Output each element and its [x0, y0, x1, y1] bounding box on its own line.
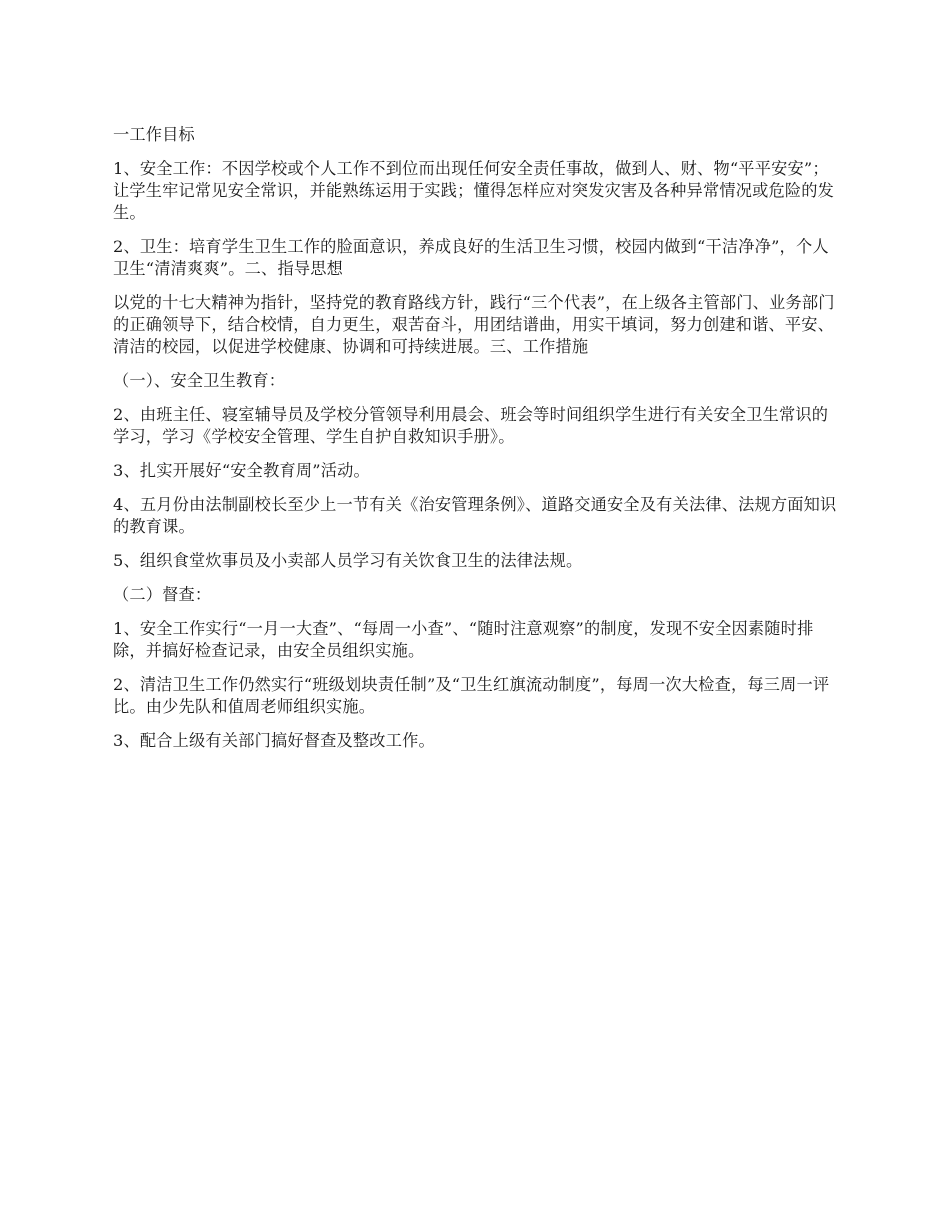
- paragraph-education-2: 2、由班主任、寝室辅导员及学校分管领导利用晨会、班会等时间组织学生进行有关安全卫生常识的学习，学习《学校安全管理、学生自护自救知识手册》。: [113, 405, 829, 446]
- subsection-heading-education: （一）、安全卫生教育：: [113, 371, 286, 390]
- paragraph-education-3: 3、扎实开展好“安全教育周”活动。: [113, 461, 370, 480]
- paragraph-education-4: 4、五月份由法制副校长至少上一节有关《治安管理条例》、道路交通安全及有关法律、法规方面知识的教育课。: [113, 495, 837, 536]
- paragraph-education-5: 5、组织食堂炊事员及小卖部人员学习有关饮食卫生的法律法规。: [113, 551, 583, 570]
- document-body: [113, 124, 840, 764]
- subsection-heading-inspection: （二）督查：: [113, 585, 212, 604]
- section-heading-work-goals: 一工作目标: [113, 125, 195, 144]
- paragraph-safety-work: 1、安全工作：不因学校或个人工作不到位而出现任何安全责任事故，做到人、财、物“平平安安”；让学生牢记常见安全常识，并能熟练运用于实践；懂得怎样应对突发灾害及各种异常情况或危险的发生。: [113, 159, 835, 222]
- paragraph-guiding-thought: 以党的十七大精神为指针，坚持党的教育路线方针，践行“三个代表”，在上级各主管部门、业务部门的正确领导下，结合校情，自力更生，艰苦奋斗，用团结谱曲，用实干填词，努力创建和谐、平安、清洁的校园，以促进学校健康、协调和可持续进展。三、工作措施: [113, 293, 835, 356]
- paragraph-inspection-3: 3、配合上级有关部门搞好督查及整改工作。: [113, 731, 435, 750]
- paragraph-inspection-2: 2、清洁卫生工作仍然实行“班级划块责任制”及“卫生红旗流动制度”，每周一次大检查，每三周一评比。由少先队和值周老师组织实施。: [113, 675, 830, 716]
- paragraph-hygiene: 2、卫生：培育学生卫生工作的脸面意识，养成良好的生活卫生习惯，校园内做到“干洁净净”，个人卫生“清清爽爽”。二、指导思想: [113, 237, 829, 278]
- paragraph-inspection-1: 1、安全工作实行“一月一大查”、“每周一小查”、“随时注意观察”的制度，发现不安全因素随时排除，并搞好检查记录，由安全员组织实施。: [113, 619, 814, 660]
